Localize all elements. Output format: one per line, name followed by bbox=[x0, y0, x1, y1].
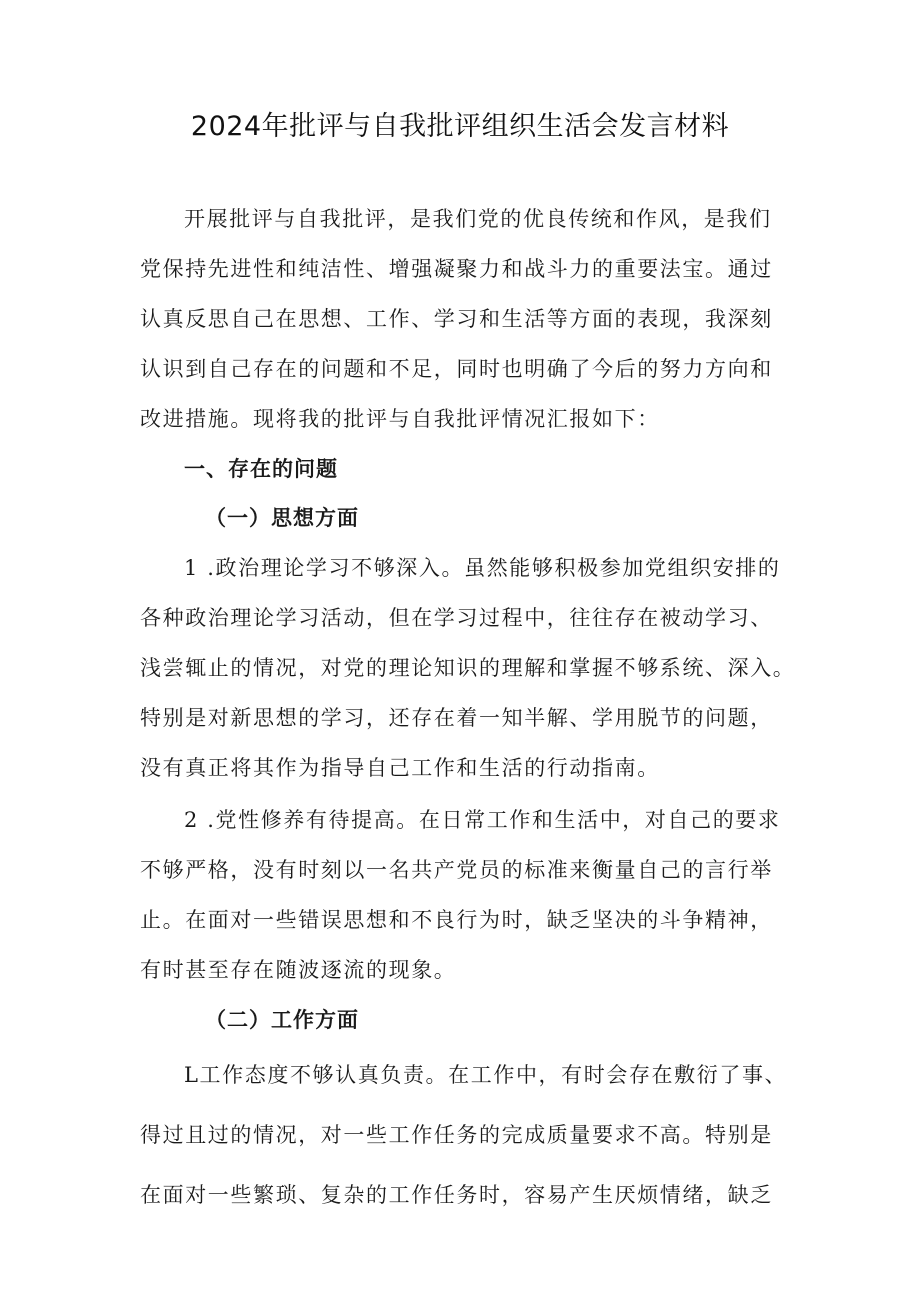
intro-line: 改进措施。现将我的批评与自我批评情况汇报如下： bbox=[140, 407, 660, 431]
paragraph-line: 特别是对新思想的学习，还存在着一知半解、学用脱节的问题， bbox=[140, 706, 773, 730]
intro-line: 认真反思自己在思想、工作、学习和生活等方面的表现，我深刻 bbox=[140, 307, 773, 331]
paragraph-line: 在面对一些繁琐、复杂的工作任务时，容易产生厌烦情绪，缺乏 bbox=[140, 1183, 773, 1207]
paragraph-line: 1 .政治理论学习不够深入。虽然能够积极参加党组织安排的 bbox=[184, 556, 781, 580]
intro-line: 党保持先进性和纯洁性、增强凝聚力和战斗力的重要法宝。通过 bbox=[140, 257, 773, 281]
paragraph-line: 止。在面对一些错误思想和不良行为时，缺乏坚决的斗争精神， bbox=[140, 908, 773, 932]
document-title: 2024年批评与自我批评组织生活会发言材料 bbox=[190, 111, 730, 142]
subsection-heading: （一）思想方面 bbox=[205, 506, 359, 530]
subsection-heading: （二）工作方面 bbox=[205, 1008, 359, 1032]
section-heading: 一、存在的问题 bbox=[184, 457, 338, 481]
intro-line: 认识到自己存在的问题和不足，同时也明确了今后的努力方向和 bbox=[140, 357, 773, 381]
paragraph-line: 2 .党性修养有待提高。在日常工作和生活中，对自己的要求 bbox=[184, 808, 781, 832]
paragraph-line: 有时甚至存在随波逐流的现象。 bbox=[140, 958, 457, 982]
paragraph-line: 各种政治理论学习活动，但在学习过程中，往往存在被动学习、 bbox=[140, 606, 773, 630]
paragraph-line: L工作态度不够认真负责。在工作中，有时会存在敷衍了事、 bbox=[184, 1063, 788, 1087]
intro-line: 开展批评与自我批评，是我们党的优良传统和作风，是我们 bbox=[184, 207, 772, 231]
paragraph-line: 浅尝辄止的情况，对党的理论知识的理解和掌握不够系统、深入。 bbox=[140, 656, 796, 680]
paragraph-line: 得过且过的情况，对一些工作任务的完成质量要求不高。特别是 bbox=[140, 1123, 773, 1147]
paragraph-line: 没有真正将其作为指导自己工作和生活的行动指南。 bbox=[140, 756, 660, 780]
paragraph-line: 不够严格，没有时刻以一名共产党员的标准来衡量自己的言行举 bbox=[140, 858, 773, 882]
